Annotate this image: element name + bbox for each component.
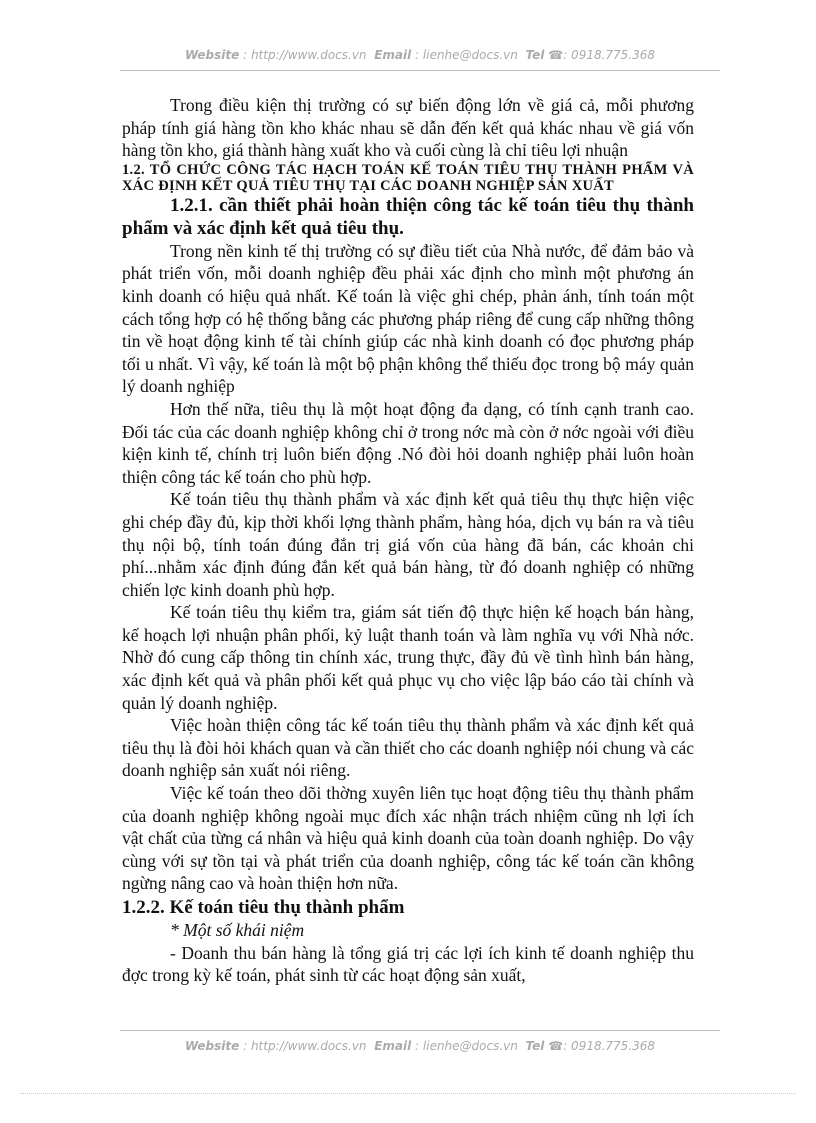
paragraph: Kế toán tiêu thụ thành phẩm và xác định kết quả tiêu thụ thực hiện việc ghi chép đầy đủ, kịp thời khối lợng thành phẩm, hàng hóa, dịch vụ bán ra và tiêu thụ nội bộ, tính toán đúng đắn trị giá vốn của hàng đã bán, các khoản chi phí...nhằm xác định đúng đắn kết quả bán hàng, từ đó doanh nghiệp có những chiến lợc kinh doanh phù hợp. [122,489,694,600]
section-heading-1-2-2: 1.2.2. Kế toán tiêu thụ thành phẩm [122,897,405,918]
paragraph: - Doanh thu bán hàng là tổng giá trị các lợi ích kinh tế doanh nghiệp thu đợc trong kỳ kế toán, phát sinh từ các hoạt động sản xuất, [122,942,694,986]
header-email-label: Email [374,48,412,62]
header-tel-value: : 0918.775.368 [563,48,656,62]
paragraph: Trong nền kinh tế thị trường có sự điều tiết của Nhà nước, để đảm bảo và phát triển vốn, mỗi doanh nghiệp đều phải xác định cho mình một phương án kinh doanh có hiệu quả nhất. Kế toán là việc ghi chép, phản ánh, tính toán một cách tổng hợp có hệ thống bằng các phương pháp riêng để cung cấp những thông tin về hoạt động kinh tế tài chính giúp các nhà kinh doanh có đọc phương pháp tối u nhất. Vì vậy, kế toán là một bộ phận không thể thiếu đọc trong bộ máy quản lý doanh nghiệp [122,240,694,397]
footer-divider [120,1030,720,1031]
footer-email-label: Email [374,1039,412,1053]
footer-tel-label: Tel [525,1039,545,1053]
footer-website-label: Website [184,1039,240,1053]
document-body [122,94,694,987]
section-heading-1-2-1: 1.2.1. cần thiết phải hoàn thiện công tác kế toán tiêu thụ thành phẩm và xác định kết quả tiêu thụ. [122,194,694,239]
footer-website-url[interactable]: : http://www.docs.vn [243,1039,367,1053]
subheading-concepts: * Một số khái niệm [170,920,305,940]
header-tel-label: Tel [525,48,545,62]
paragraph: Kế toán tiêu thụ kiểm tra, giám sát tiến độ thực hiện kế hoạch bán hàng, kế hoạch lợi nhuận phân phối, kỷ luật thanh toán và làm nghĩa vụ với Nhà nớc. Nhờ đó cung cấp thông tin chính xác, trung thực, đầy đủ về tình hình bán hàng, xác định kết quả và phân phối kết quả phục vụ cho việc lập báo cáo tài chính và quản lý doanh nghiệp. [122,602,694,713]
phone-icon: ☎ [548,1039,564,1053]
paragraph: Việc kế toán theo dõi thờng xuyên liên tục hoạt động tiêu thụ thành phẩm của doanh nghiệp không ngoài mục đích xác nhận trách nhiệm cũng nh lợi ích vật chất của từng cá nhân và hiệu quả kinh doanh của toàn doanh nghiệp. Do vậy cùng với sự tồn tại và phát triển của doanh nghiệp, công tác kế toán cần không ngừng nâng cao và hoàn thiện hơn nữa. [122,783,694,894]
paragraph: Hơn thế nữa, tiêu thụ là một hoạt động đa dạng, có tính cạnh tranh cao. Đối tác của các doanh nghiệp không chỉ ở trong nớc mà còn ở nớc ngoài với điều kiện kinh tế, chính trị luôn biến động .Nó đòi hỏi doanh nghiệp phải luôn hoàn thiện công tác kế toán cho phù hợp. [122,398,694,487]
footer-email-value[interactable]: : lienhe@docs.vn [415,1039,518,1053]
header-website-label: Website [184,48,240,62]
header-divider [120,70,720,71]
paragraph: Việc hoàn thiện công tác kế toán tiêu thụ thành phẩm và xác định kết quả tiêu thụ là đòi hỏi khách quan và cần thiết cho các doanh nghiệp nói chung và các doanh nghiệp sản xuất nói riêng. [122,715,694,781]
phone-icon: ☎ [548,48,564,62]
page-header [120,48,720,62]
page-boundary [20,1093,796,1094]
paragraph-intro: Trong điều kiện thị trường có sự biến động lớn về giá cả, mỗi phương pháp tính giá hàng tồn kho khác nhau sẽ dẫn đến kết quả khác nhau về giá vốn hàng tồn kho, giá thành hàng xuất kho và cuối cùng là chỉ tiêu lợi nhuận [122,95,694,161]
header-email-value[interactable]: : lienhe@docs.vn [415,48,518,62]
section-heading-1-2: 1.2. TỔ CHỨC CÔNG TÁC HẠCH TOÁN KẾ TOÁN TIÊU THỤ THÀNH PHẨM VÀ XÁC ĐỊNH KẾT QUẢ TIÊU THỤ TẠI CÁC DOANH NGHIỆP SẢN XUẤT [122,161,694,194]
header-website-url[interactable]: : http://www.docs.vn [243,48,367,62]
footer-tel-value: : 0918.775.368 [563,1039,656,1053]
page-footer [120,1039,720,1053]
